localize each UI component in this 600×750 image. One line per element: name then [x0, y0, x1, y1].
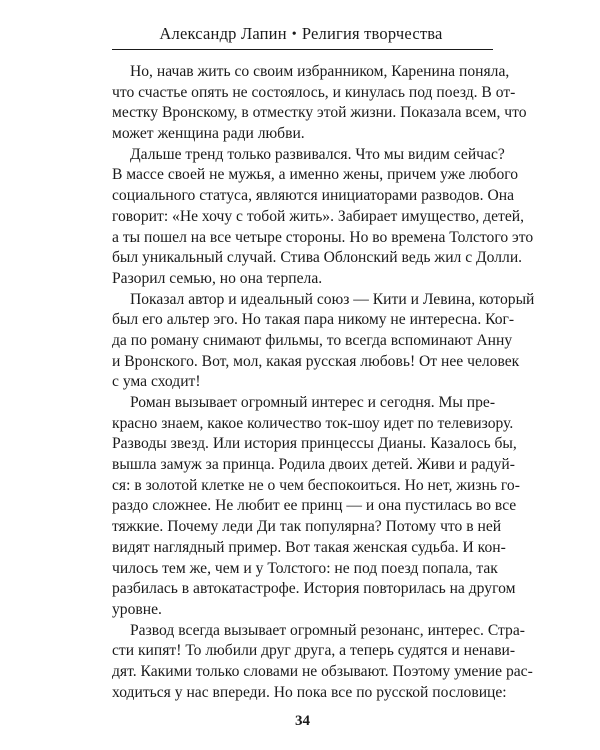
body-text — [112, 62, 535, 703]
paragraph-line: и Вронского. Вот, мол, какая русская любовь! От нее человек — [112, 352, 520, 370]
paragraph-first-line: Но, начав жить со своим избранником, Каренина поняла, — [130, 63, 510, 80]
paragraph-line: что счастье опять не состоялось, и кинулась под поезд. В от- — [112, 83, 516, 101]
paragraph-line: ходиться у нас впереди. Но пока все по русской пословице: — [112, 683, 507, 701]
paragraph-line: с ума сходит! — [112, 373, 201, 391]
paragraph-first-line: Дальше тренд только развивался. Что мы видим сейчас? — [130, 145, 505, 163]
paragraph-line: тяжкие. Почему леди Ди так популярна? Потому что в ней — [112, 518, 502, 536]
paragraph-first-line: Развод всегда вызывает огромный резонанс, интерес. Стра- — [130, 621, 525, 639]
header-author: Александр Лапин — [159, 24, 287, 43]
paragraph-line: социального статуса, являются инициаторами разводов. Она — [112, 187, 514, 205]
paragraph-line: видят наглядный пример. Вот такая женская судьба. И кон- — [112, 538, 506, 556]
paragraph-first-line: Показал автор и идеальный союз — Кити и Левина, который — [130, 290, 535, 308]
paragraph-line: местку Вронскому, в отместку этой жизни. Показала всем, что — [112, 104, 527, 122]
paragraph-line: был уникальный случай. Стива Облонский ведь жил с Долли. — [112, 249, 523, 267]
paragraph-line: разбилась в автокатастрофе. История повторилась на другом — [112, 580, 516, 598]
paragraph-line: да по роману снимают фильмы, то всегда вспоминают Анну — [112, 331, 513, 349]
paragraph-line: был его альтер эго. Но такая пара никому не интересна. Ког- — [112, 311, 515, 329]
paragraph-line: чилось тем же, чем и у Толстого: не под поезд попала, так — [112, 559, 498, 577]
running-head — [112, 24, 490, 44]
header-book-title: Религия творчества — [301, 24, 443, 43]
paragraph-line: уровне. — [112, 600, 162, 618]
paragraph-line: сти кипят! То любили друг друга, а теперь судятся и ненави- — [112, 642, 516, 660]
paragraph-line: раздо сложнее. Не любит ее принц — и она пустилась во все — [112, 497, 517, 515]
paragraph-line: говорит: «Не хочу с тобой жить». Забирает имущество, детей, — [112, 207, 525, 225]
paragraph-line: В массе своей не мужья, а именно жены, причем уже любого — [112, 166, 519, 184]
paragraph-line: вышла замуж за принца. Родила двоих детей. Живи и радуй- — [112, 456, 515, 474]
header-separator: • — [291, 27, 297, 42]
header-rule — [112, 49, 493, 50]
paragraph-first-line: Роман вызывает огромный интерес и сегодня. Мы пре- — [130, 394, 496, 411]
paragraph-line: дят. Какими только словами не обзывают. Поэтому умение рас- — [112, 662, 533, 680]
page-number: 34 — [295, 713, 310, 729]
paragraph-line: ся: в золотой клетке не о чем беспокоиться. Но нет, жизнь го- — [112, 476, 520, 494]
paragraph-line: а ты пошел на все четыре стороны. Но во времена Толстого это — [112, 228, 534, 246]
paragraph-line: красно знаем, какое количество ток-шоу идет по телевизору. — [112, 414, 514, 432]
paragraph-line: может женщина ради любви. — [112, 125, 305, 143]
paragraph-line: Разводы звезд. Или история принцессы Дианы. Казалось бы, — [112, 435, 517, 453]
paragraph-line: Разорил семью, но она терпела. — [112, 269, 323, 287]
